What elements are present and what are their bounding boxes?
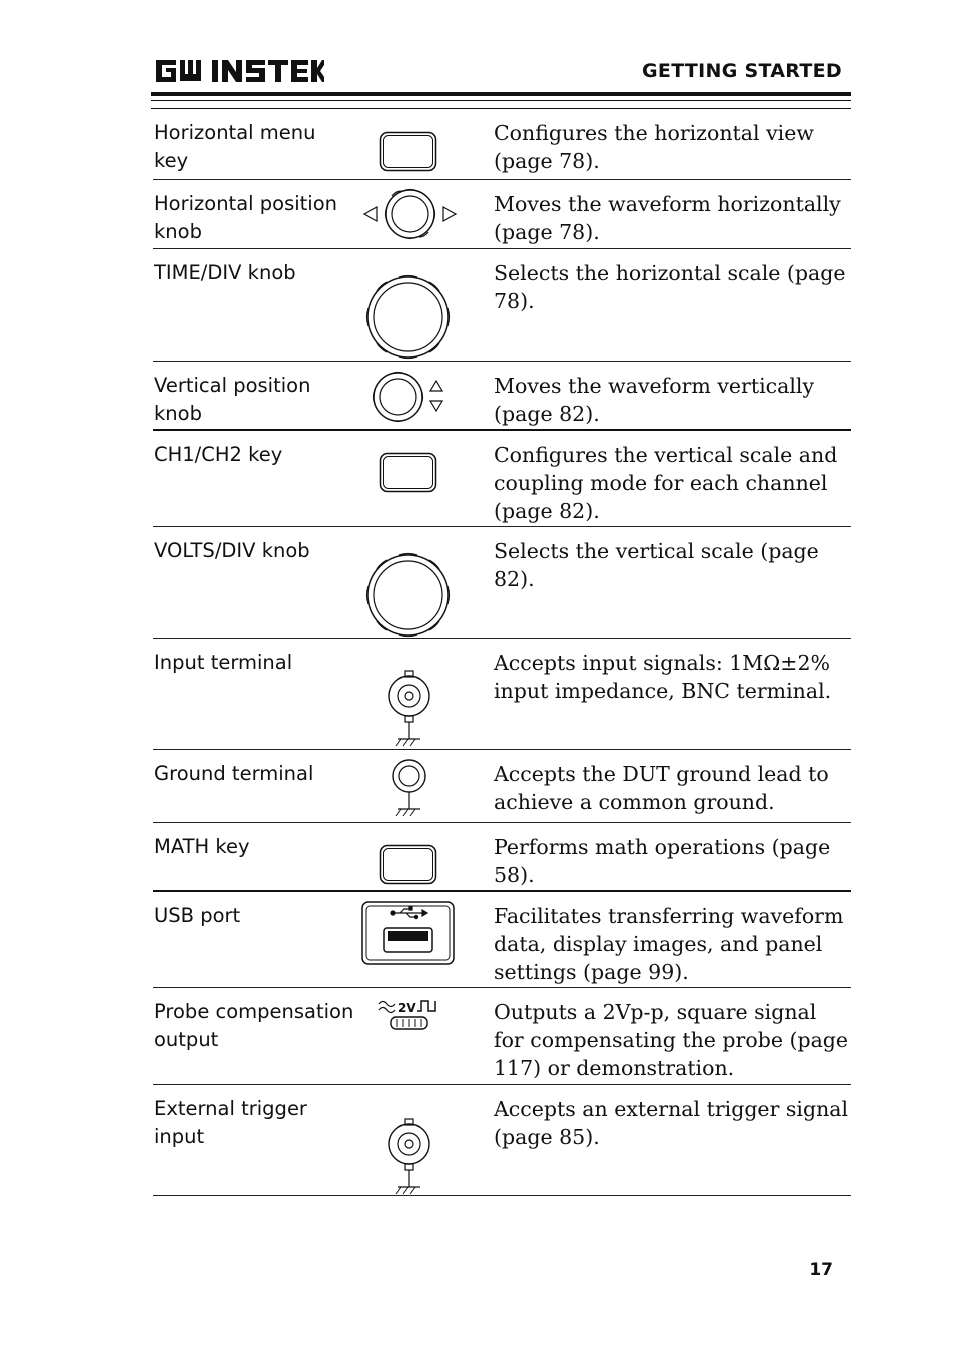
- vertical-knob-icon: [372, 371, 448, 423]
- gw-instek-logo: [154, 56, 324, 86]
- control-description: Selects the horizontal scale (page 78).: [494, 261, 846, 313]
- control-description: Accepts the DUT ground lead to achieve a common ground.: [494, 762, 829, 814]
- control-name: Ground terminal: [154, 762, 314, 785]
- control-description: Performs math operations (page 58).: [494, 835, 831, 887]
- table-row: [153, 109, 851, 180]
- table-row: [153, 527, 851, 639]
- control-name: TIME/DIV knob: [154, 261, 296, 284]
- bnc-terminal-icon: [381, 669, 437, 749]
- section-title: GETTING STARTED: [642, 60, 842, 82]
- large-knob-icon: [365, 274, 451, 360]
- control-description: Accepts input signals: 1MΩ±2% input impedance, BNC terminal.: [494, 651, 832, 703]
- control-name: External trigger input: [154, 1097, 307, 1148]
- control-description: Moves the waveform horizontally (page 78).: [494, 192, 841, 244]
- control-description: Configures the vertical scale and coupling mode for each channel (page 82).: [494, 443, 838, 523]
- control-name: USB port: [154, 904, 241, 927]
- table-row: [153, 823, 851, 892]
- control-description: Configures the horizontal view (page 78).: [494, 121, 814, 173]
- control-description: Selects the vertical scale (page 82).: [494, 539, 819, 591]
- table-row: [153, 639, 851, 750]
- control-name: CH1/CH2 key: [154, 443, 283, 466]
- table-row: [153, 249, 851, 362]
- header-rule-thick: [151, 92, 851, 96]
- probe-comp-label: 2V: [398, 1001, 416, 1015]
- control-description: Outputs a 2Vp-p, square signal for compensating the probe (page 117) or demonstration.: [494, 1000, 849, 1080]
- page-number: 17: [809, 1260, 833, 1280]
- probe-comp-icon: [377, 995, 443, 1035]
- key-button-icon: [379, 843, 439, 887]
- table-row: [153, 362, 851, 431]
- table-row: [153, 1085, 851, 1196]
- header-rule-thin: [151, 100, 851, 101]
- control-name: Horizontal menu key: [154, 121, 316, 172]
- control-name: Vertical position knob: [154, 374, 311, 425]
- control-name: Input terminal: [154, 651, 293, 674]
- usb-port-icon: [360, 900, 456, 966]
- control-name: MATH key: [154, 835, 250, 858]
- table-row: [153, 892, 851, 988]
- table-row: [153, 180, 851, 249]
- table-row: [153, 750, 851, 823]
- key-button-icon: [379, 451, 439, 495]
- ground-terminal-icon: [386, 758, 432, 820]
- bnc-terminal-icon: [381, 1117, 437, 1197]
- control-description: Moves the waveform vertically (page 82).: [494, 374, 815, 426]
- large-knob-icon: [365, 552, 451, 638]
- table-row: [153, 431, 851, 527]
- control-name: Probe compensation output: [154, 1000, 354, 1051]
- control-name: Horizontal position knob: [154, 192, 338, 243]
- key-button-icon: [379, 130, 439, 174]
- control-description: Accepts an external trigger signal (page 85).: [494, 1097, 849, 1149]
- control-name: VOLTS/DIV knob: [154, 539, 310, 562]
- horizontal-knob-icon: [360, 187, 460, 243]
- control-description: Facilitates transferring waveform data, display images, and panel settings (page 99).: [494, 904, 844, 984]
- table-row: [153, 988, 851, 1085]
